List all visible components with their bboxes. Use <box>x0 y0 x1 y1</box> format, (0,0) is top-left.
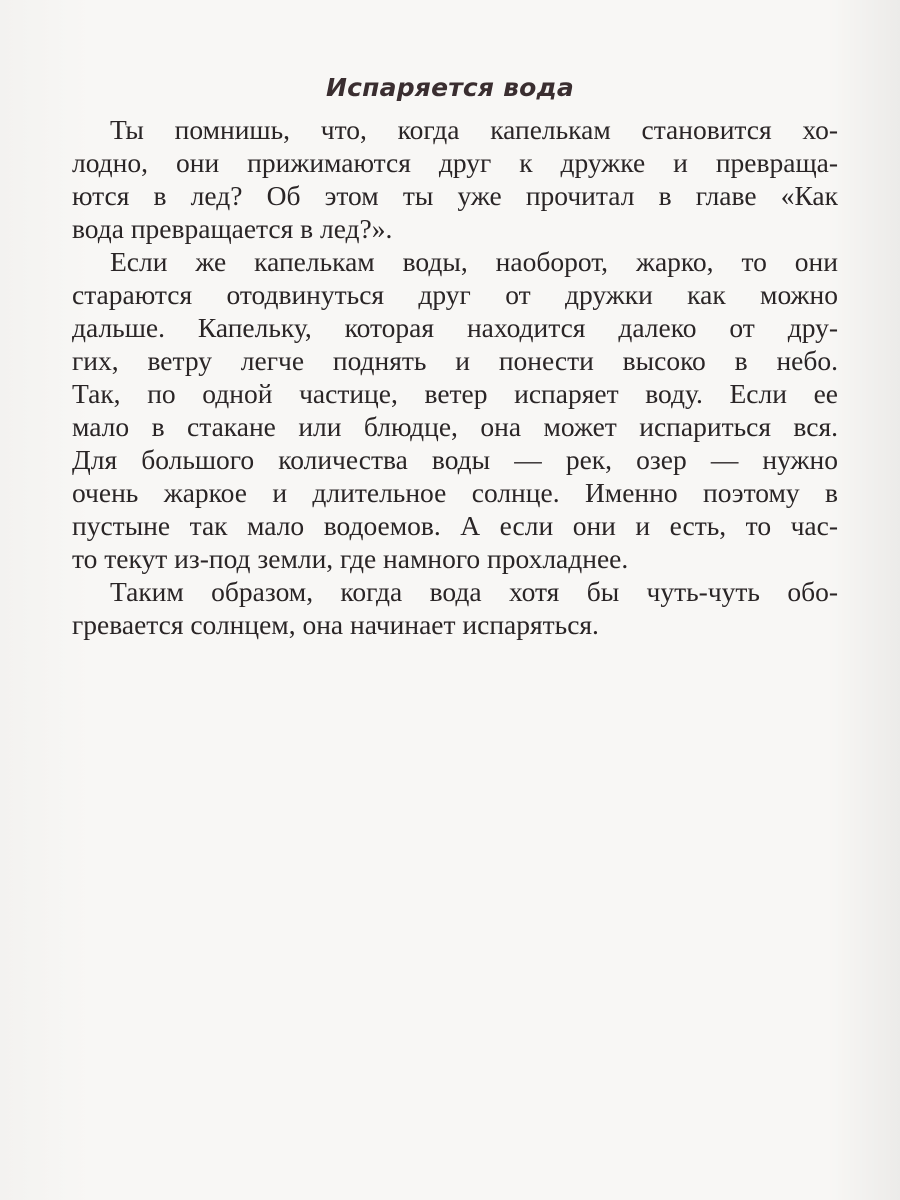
paragraph-line: Таким образом, когда вода хотя бы чуть-чуть обо- <box>110 576 838 607</box>
paragraph-line: лодно, они прижимаются друг к дружке и превраща- <box>72 147 838 178</box>
section-heading-evaporation: Испаряется вода <box>326 73 574 102</box>
paragraph-line: Так, по одной частице, ветер испаряет воду. Если ее <box>72 378 838 409</box>
paragraph-line: Для большого количества воды — рек, озер — нужно <box>72 444 838 475</box>
paragraph-line: дальше. Капельку, которая находится далеко от дру- <box>72 312 838 343</box>
paragraph-line: гих, ветру легче поднять и понести высоко в небо. <box>72 345 838 376</box>
paragraph-line: гревается солнцем, она начинает испаряться. <box>72 609 599 640</box>
paragraph-line: Ты помнишь, что, когда капелькам становится хо- <box>110 114 838 145</box>
paragraph-line: ются в лед? Об этом ты уже прочитал в главе «Как <box>72 180 838 211</box>
paragraph-line: мало в стакане или блюдце, она может испариться вся. <box>72 411 838 442</box>
paragraph-line: пустыне так мало водоемов. А если они и есть, то час- <box>72 510 838 541</box>
paragraph-line: Если же капелькам воды, наоборот, жарко, то они <box>110 246 838 277</box>
paragraph-line: очень жаркое и длительное солнце. Именно поэтому в <box>72 477 838 508</box>
paragraph-line: стараются отодвинуться друг от дружки как можно <box>72 279 838 310</box>
paragraph-line: вода превращается в лед?». <box>72 213 393 244</box>
paragraph-line: то текут из-под земли, где намного прохладнее. <box>72 543 629 574</box>
